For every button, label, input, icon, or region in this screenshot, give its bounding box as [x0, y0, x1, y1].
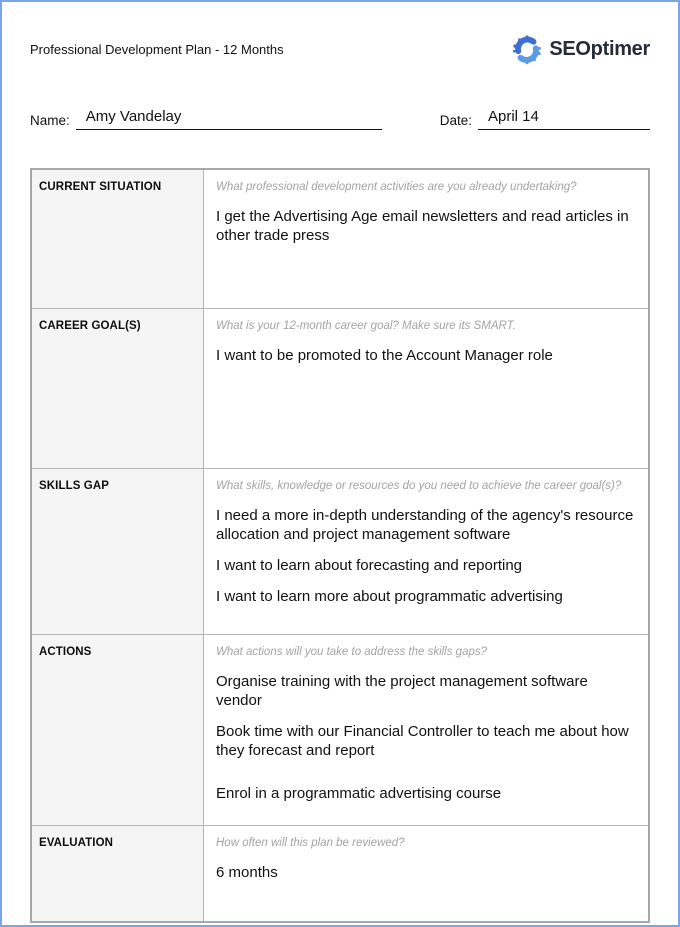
- row-content: [204, 309, 648, 468]
- name-value: Amy Vandelay: [76, 108, 382, 130]
- date-field: [440, 108, 650, 130]
- answer-text: I get the Advertising Age email newsletters and read articles in other trade press: [216, 208, 629, 244]
- prompt-text: What is your 12-month career goal? Make sure its SMART.: [216, 320, 516, 332]
- plan-table: [30, 168, 650, 923]
- answer-text: I want to learn more about programmatic advertising: [216, 588, 563, 605]
- page-header: [30, 28, 650, 70]
- name-date-row: [30, 108, 650, 130]
- row-label: ACTIONS: [32, 635, 204, 825]
- answer-text: 6 months: [216, 864, 278, 881]
- answer-text: I want to be promoted to the Account Manager role: [216, 347, 553, 364]
- answer-text: Enrol in a programmatic advertising course: [216, 785, 502, 802]
- answer-text: I want to learn about forecasting and reporting: [216, 557, 523, 574]
- row-label: EVALUATION: [32, 826, 204, 921]
- table-row-evaluation: [32, 826, 648, 921]
- name-field: [30, 108, 382, 130]
- prompt-text: What professional development activities are you already undertaking?: [216, 181, 577, 193]
- row-label: SKILLS GAP: [32, 469, 204, 634]
- page-title: Professional Development Plan - 12 Months: [30, 41, 284, 57]
- table-row-actions: [32, 635, 648, 826]
- row-content: [204, 635, 648, 825]
- row-content: [204, 170, 648, 308]
- brand-name: SEOptimer: [549, 37, 650, 60]
- seoptimer-gears-icon: [511, 30, 543, 68]
- table-row-skills-gap: [32, 469, 648, 635]
- table-row-career-goals: [32, 309, 648, 469]
- table-row-current-situation: [32, 170, 648, 309]
- row-label: CAREER GOAL(S): [32, 309, 204, 468]
- name-label: Name:: [30, 113, 70, 128]
- brand-logo: [511, 30, 650, 68]
- prompt-text: What actions will you take to address the skills gaps?: [216, 646, 488, 658]
- prompt-text: How often will this plan be reviewed?: [216, 837, 405, 849]
- row-content: [204, 469, 648, 634]
- date-label: Date:: [439, 113, 472, 128]
- date-value: April 14: [478, 108, 650, 130]
- answer-text: I need a more in-depth understanding of the agency's resource allocation and project management software: [216, 507, 634, 543]
- prompt-text: What skills, knowledge or resources do you need to achieve the career goal(s)?: [216, 480, 622, 492]
- row-label: CURRENT SITUATION: [32, 170, 204, 308]
- answer-text: Organise training with the project management software vendor: [216, 673, 588, 709]
- row-content: [204, 826, 648, 921]
- answer-text: Book time with our Financial Controller to teach me about how they forecast and report: [216, 723, 629, 759]
